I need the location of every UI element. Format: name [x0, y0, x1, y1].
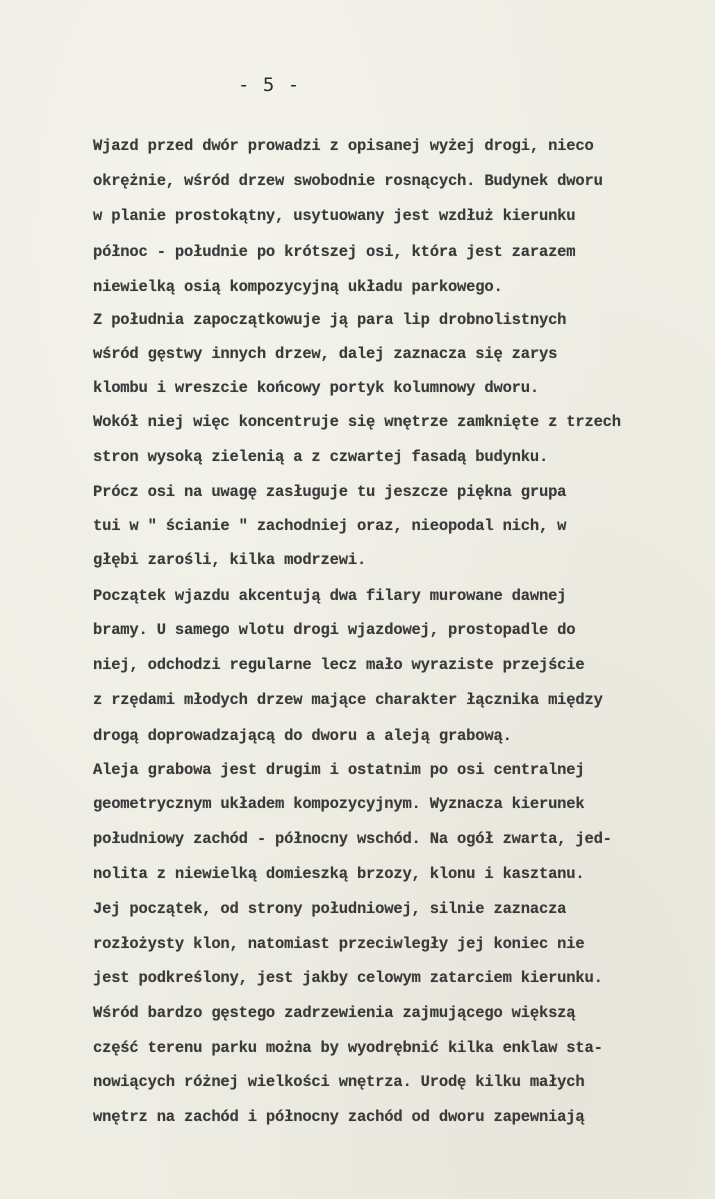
text-line: bramy. U samego wlotu drogi wjazdowej, prostopadle do — [93, 621, 576, 639]
text-line: głębi zarośli, kilka modrzewi. — [93, 551, 367, 569]
text-line: Aleja grabowa jest drugim i ostatnim po osi centralnej — [93, 761, 585, 779]
text-line: rozłożysty klon, natomiast przeciwległy jej koniec nie — [93, 935, 585, 953]
text-line: Wśród bardzo gęstego zadrzewienia zajmującego większą — [93, 1004, 576, 1022]
text-line: tui w " ścianie " zachodniej oraz, nieopodal nich, w — [93, 517, 567, 535]
text-line: wnętrz na zachód i północny zachód od dworu zapewniają — [93, 1108, 585, 1126]
page-number: - 5 - — [238, 74, 301, 96]
text-line: drogą doprowadzającą do dworu a aleją grabową. — [93, 727, 512, 745]
text-line: nolita z niewielką domieszką brzozy, klonu i kasztanu. — [93, 865, 585, 883]
text-line: południowy zachód - północny wschód. Na ogół zwarta, jed- — [93, 830, 612, 848]
text-line: jest podkreślony, jest jakby celowym zatarciem kierunku. — [93, 969, 603, 987]
text-line: geometrycznym układem kompozycyjnym. Wyznacza kierunek — [93, 795, 585, 813]
text-line: Z południa zapoczątkowuje ją para lip drobnolistnych — [93, 311, 567, 329]
text-line: klombu i wreszcie końcowy portyk kolumnowy dworu. — [93, 379, 539, 397]
text-line: stron wysoką zielenią a z czwartej fasadą budynku. — [93, 448, 549, 466]
text-line: w planie prostokątny, usytuowany jest wzdłuż kierunku — [93, 207, 576, 225]
text-line: Początek wjazdu akcentują dwa filary murowane dawnej — [93, 587, 567, 605]
text-line: Jej początek, od strony południowej, silnie zaznacza — [93, 900, 567, 918]
text-line: nowiących różnej wielkości wnętrza. Urodę kilku małych — [93, 1073, 585, 1091]
text-line: Prócz osi na uwagę zasługuje tu jeszcze piękna grupa — [93, 483, 567, 501]
text-line: niej, odchodzi regularne lecz mało wyraziste przejście — [93, 656, 585, 674]
text-line: część terenu parku można by wyodrębnić kilka enklaw sta- — [93, 1039, 603, 1057]
text-line: okrężnie, wśród drzew swobodnie rosnących. Budynek dworu — [93, 172, 603, 190]
text-line: Wjazd przed dwór prowadzi z opisanej wyżej drogi, nieco — [93, 137, 594, 155]
text-line: wśród gęstwy innych drzew, dalej zaznacza się zarys — [93, 345, 558, 363]
text-line: z rzędami młodych drzew mające charakter łącznika między — [93, 691, 603, 709]
text-line: północ - południe po krótszej osi, która jest zarazem — [93, 243, 576, 261]
text-line: niewielką osią kompozycyjną układu parkowego. — [93, 278, 503, 296]
text-line: Wokół niej więc koncentruje się wnętrze zamknięte z trzech — [93, 413, 621, 431]
